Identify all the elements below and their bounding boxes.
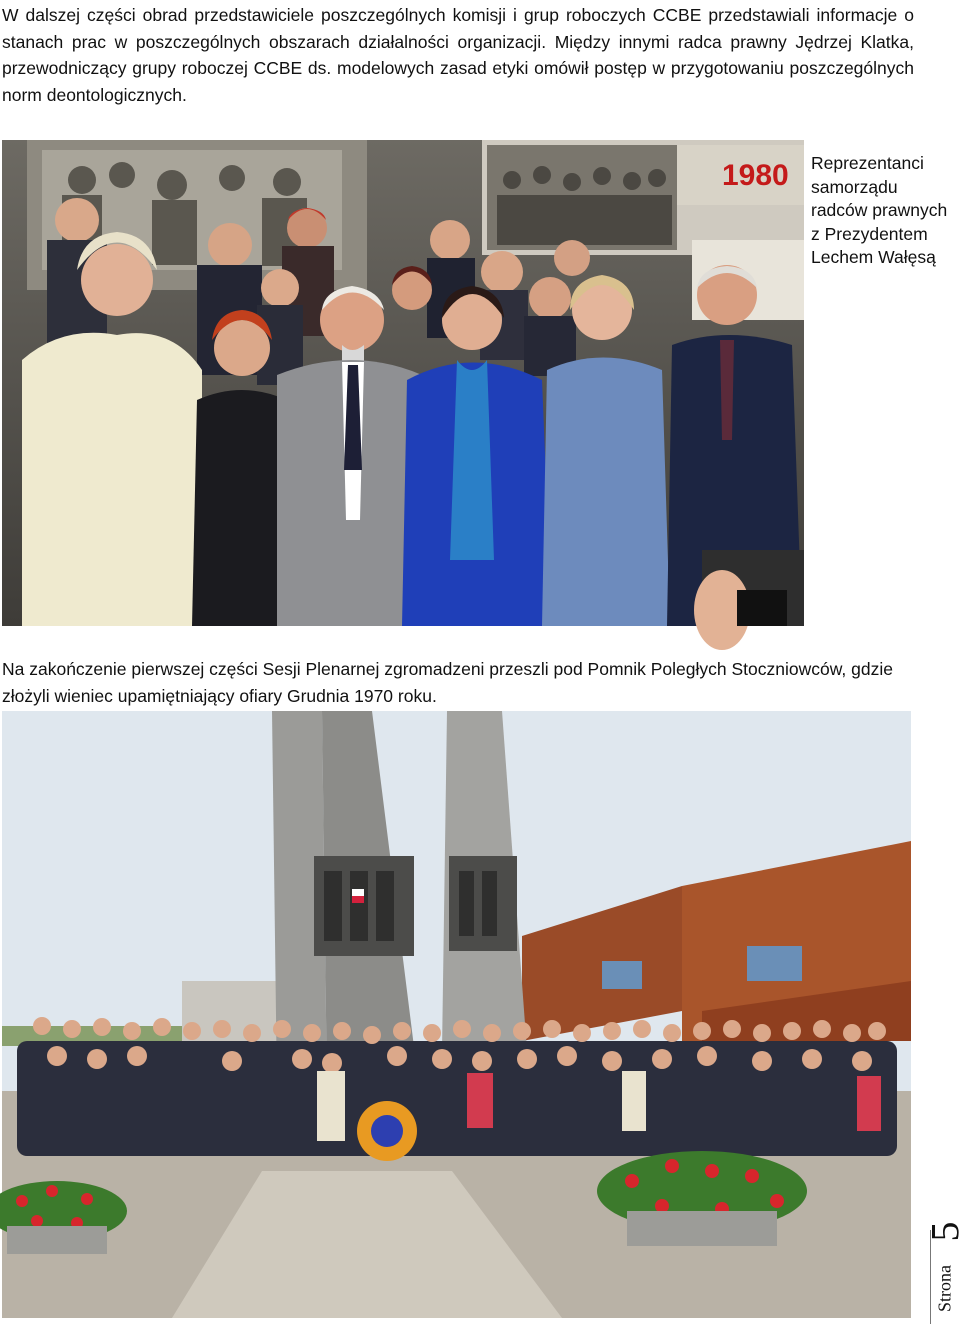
intro-paragraph: W dalszej części obrad przedstawiciele poszczególnych komisji i grup roboczych CCBE przedstawiali informacje o stanach prac w poszczególnych obszarach działalności organizacji. Między innymi radca prawny Jędrzej Klatka, przewodniczący grupy roboczej CCBE ds. modelowych zasad etyki omówił postęp w przygotowaniu poszczególnych norm deontologicznych. (2, 5, 914, 105)
page-footer (922, 1221, 968, 1324)
photo1-caption: Reprezentanci samorządu radców prawnych z Prezydentem Lechem Wałęsą (811, 153, 948, 267)
monument-paragraph: Na zakończenie pierwszej części Sesji Plenarnej zgromadzeni przeszli pod Pomnik Poległych Stoczniowców, gdzie złożyli wieniec upamiętniający ofiary Grudnia 1970 roku. (2, 659, 893, 706)
delegation-photo-drawing (2, 140, 804, 626)
page-number: 5 (922, 1221, 968, 1242)
monument-group-photo (2, 711, 911, 1318)
delegation-photo (2, 140, 804, 626)
banner-1980-text: 1980 (722, 159, 789, 192)
footer-label: Strona (934, 1265, 955, 1312)
monument-photo-drawing (2, 711, 911, 1318)
flower-planter-right (597, 1151, 807, 1246)
